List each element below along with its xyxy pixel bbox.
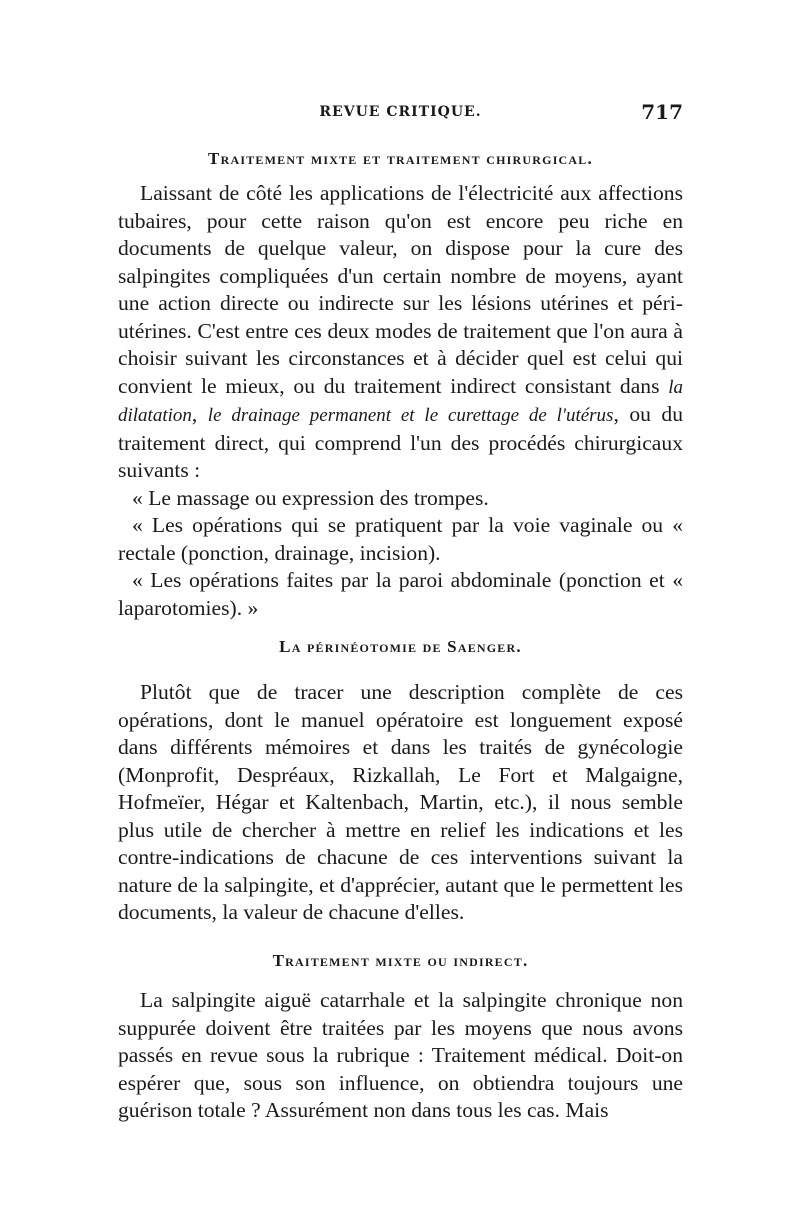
section-title: Traitement mixte ou indirect. [272,951,529,970]
paragraph: La salpingite aiguë catarrhale et la salpingite chronique non suppurée doivent être traitées par les moyens que nous avons passés en revue sous la rubrique : Traitement médical. Doit-on espérer que, sous son influence, on obtiendra toujours une guérison totale ? Assurément non dans tous les cas. Mais [118,988,683,1122]
section1-body [118,180,683,622]
section-title: La périnéotomie de Saenger. [279,637,522,656]
emphasis-text: le drainage permanent et le curettage de l'utérus [207,405,614,426]
quote-line: « Les opérations qui se pratiquent par la voie vaginale ou « rectale (ponction, drainage, incision). [118,513,683,565]
running-head: REVUE CRITIQUE. [319,104,482,120]
paragraph-text: , ou du traitement direct, qui comprend l'un des procédés chirurgicaux suivants : [118,402,684,482]
emphasis-text: la dilatation [118,376,683,426]
quote-line: « Les opérations faites par la paroi abdominale (ponction et « laparotomies). » [118,568,683,620]
section-traitement-mixte-indirect [118,947,683,975]
page-number: 717 [641,100,683,124]
paragraph: Plutôt que de tracer une description complète de ces opérations, dont le manuel opératoire est longuement exposé dans différents mémoires et dans les traités de gynécologie (Monprofit, Despréaux, Rizkallah, Le Fort et Malgaigne, Hofmeïer, Hégar et Kaltenbach, Martin, etc.), il nous semble plus utile de chercher à mettre en relief les indications et les contre-indications de chacune de ces interventions suivant la nature de la salpingite, et d'apprécier, autant que le permettent les documents, la valeur de chacune d'elles. [118,680,683,924]
page-header [118,100,683,128]
section-traitement-mixte-chirurgical [118,145,683,173]
paragraph [118,180,683,485]
quote-line: « Le massage ou expression des trompes. [132,485,489,510]
section-perineotomie [118,633,683,661]
section-title: Traitement mixte et traitement chirurgical. [208,149,593,168]
paragraph-text: Laissant de côté les applications de l'électricité aux affections tubaires, pour cette raison qu'on est encore peu riche en documents de quelque valeur, on dispose pour la cure des salpingites compliquées d'un certain nombre de moyens, ayant une action directe ou indirecte sur les lésions utérines et péri-utérines. C'est entre ces deux modes de traitement que l'on aura à choisir suivant les circonstances et à décider quel est celui qui convient le mieux, ou du traitement indirect consistant dans [118,181,683,398]
section2-body [118,679,683,927]
paragraph-text: , [191,402,208,426]
section3-body [118,987,683,1125]
